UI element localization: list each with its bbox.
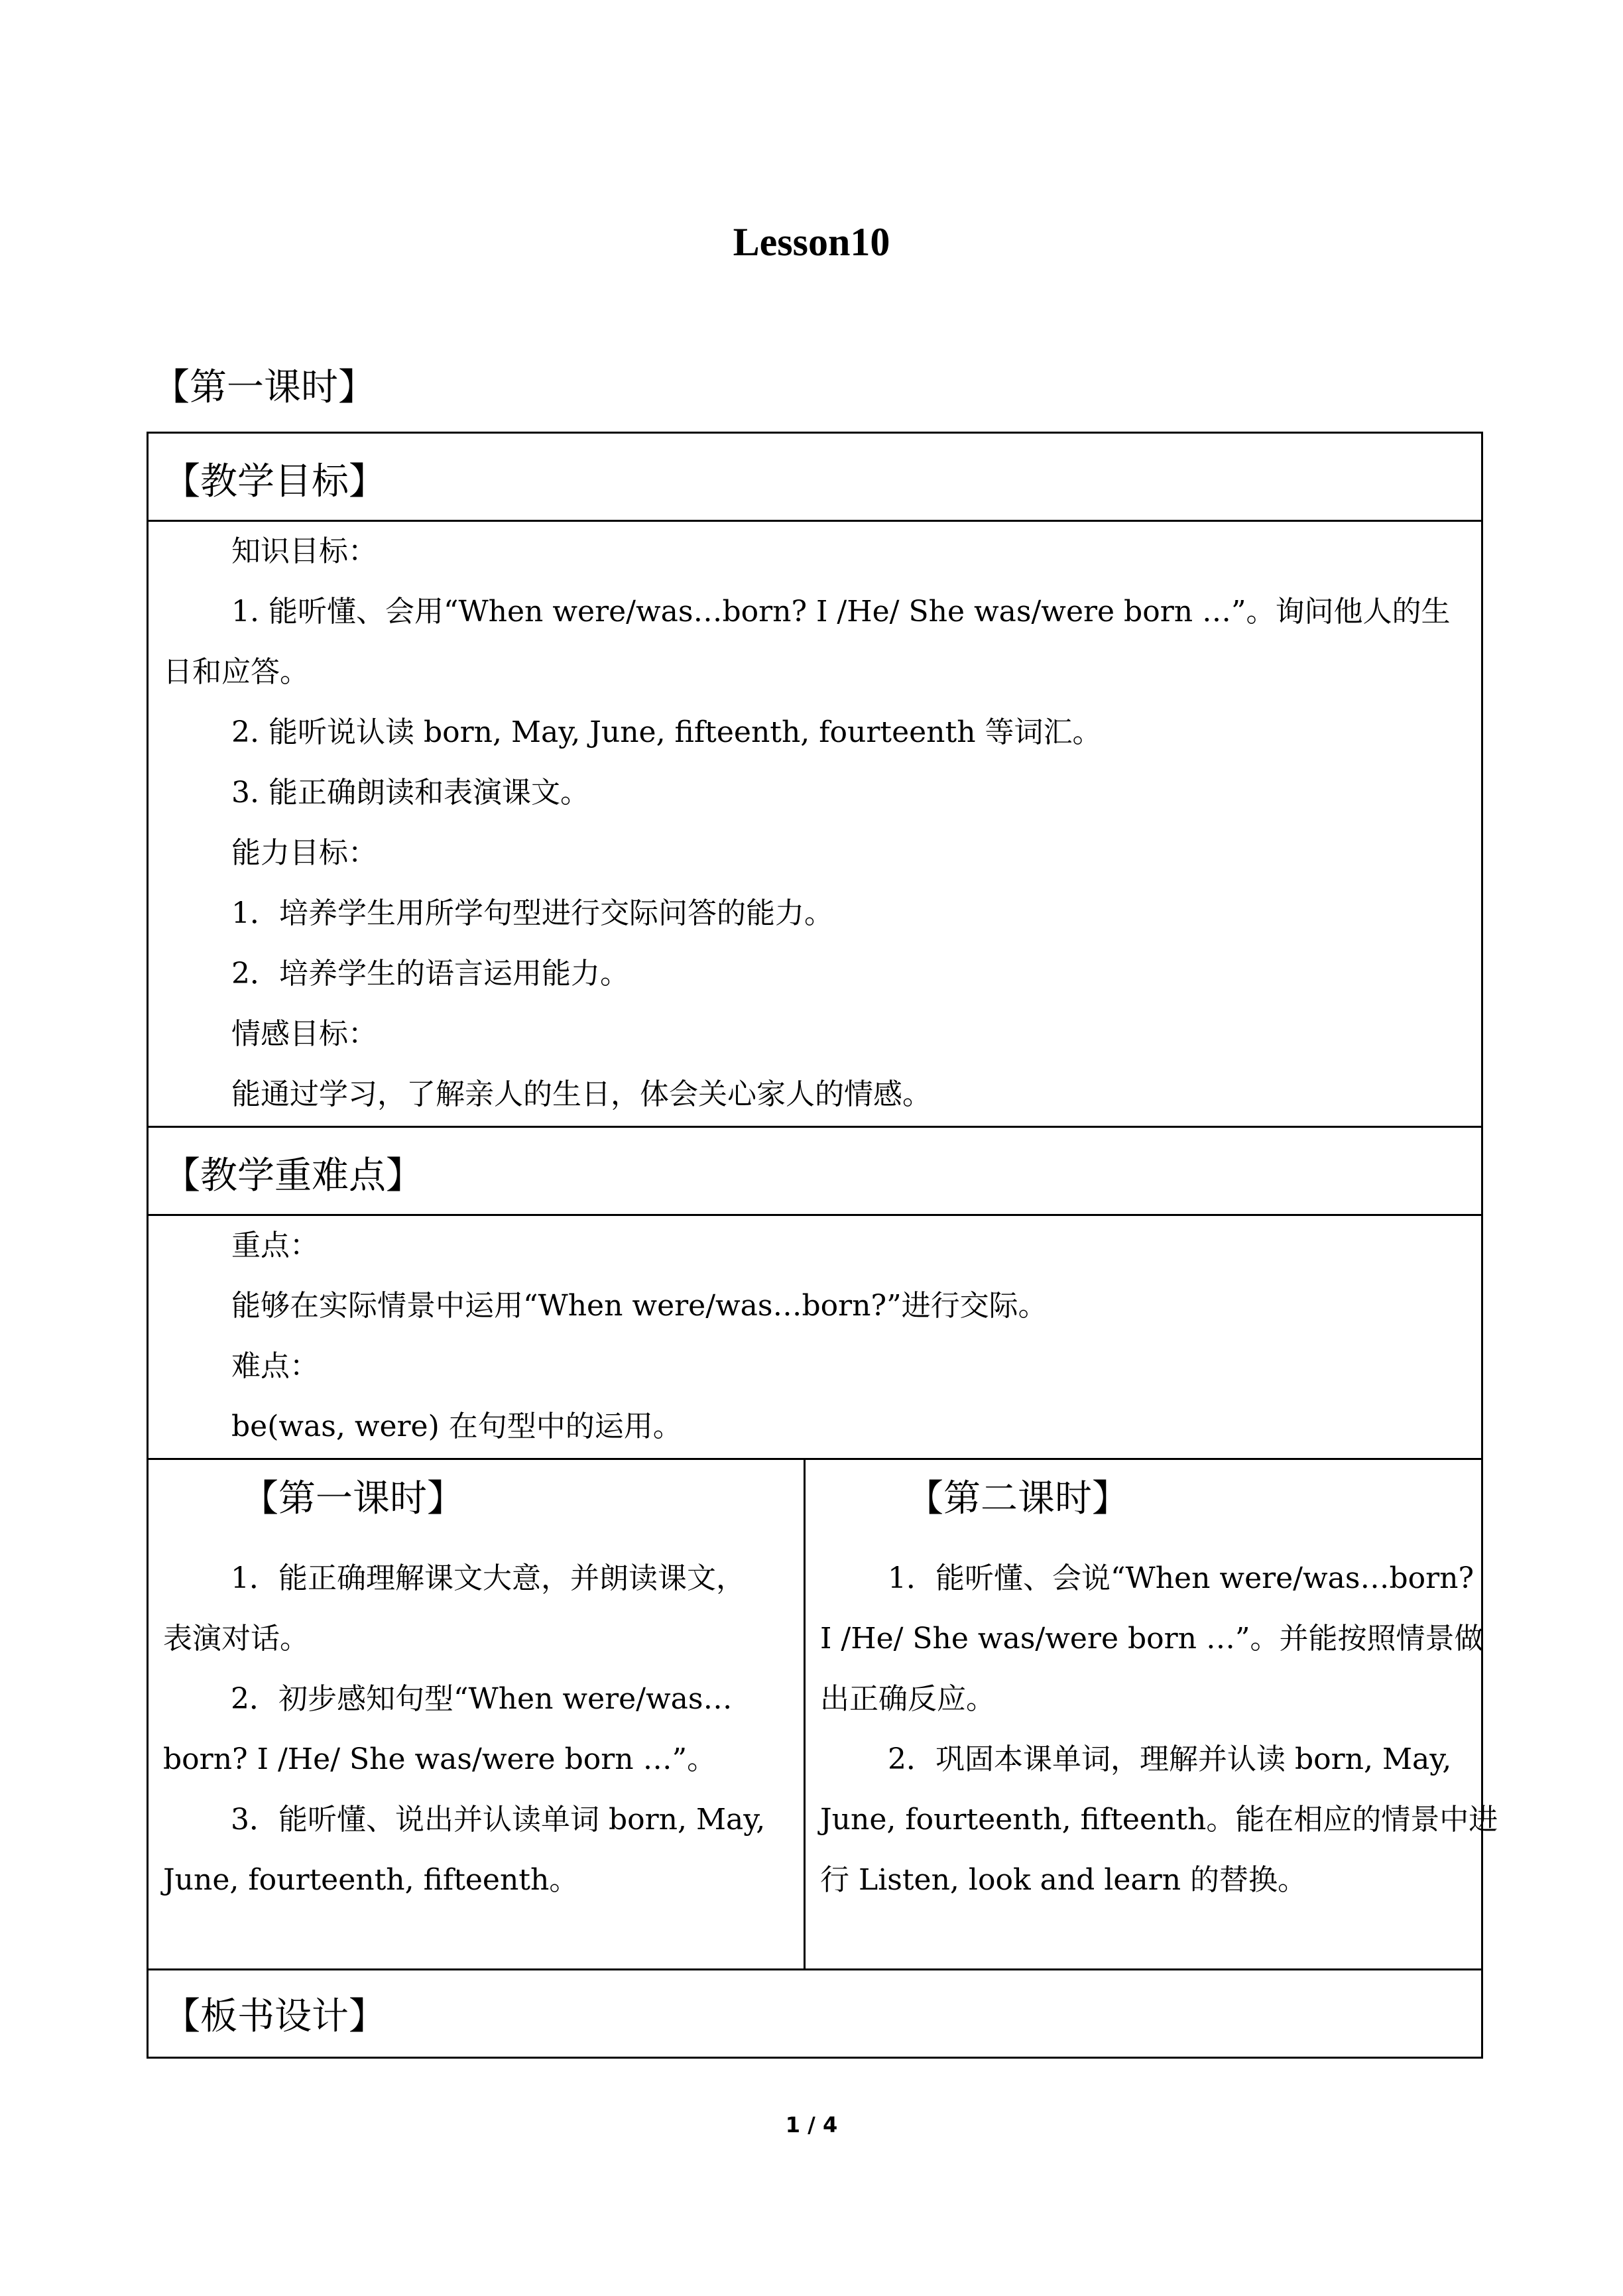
second-lesson-line: I /He/ She was/were born …”。并能按照情景做 <box>820 1622 1484 1656</box>
second-lesson-line: 1．能听懂、会说“When were/was…born? <box>888 1561 1474 1595</box>
first-lesson-line: 3．能听懂、说出并认读单词 born, May, <box>231 1803 766 1837</box>
first-lesson-line: born? I /He/ She was/were born …”。 <box>163 1742 717 1776</box>
second-lesson-line: 行 Listen, look and learn 的替换。 <box>820 1863 1307 1897</box>
second-lesson-line: 2．巩固本课单词，理解并认读 born, May, <box>888 1742 1452 1776</box>
keypoints-line: 能够在实际情景中运用“When were/was…born?”进行交际。 <box>231 1289 1048 1323</box>
first-lesson-line: 1．能正确理解课文大意，并朗读课文， <box>231 1561 745 1595</box>
objectives-line: 2．培养学生的语言运用能力。 <box>231 957 629 991</box>
document-title: Lesson10 <box>733 220 890 264</box>
board-design-header: 【板书设计】 <box>163 1995 386 2038</box>
section-label: 【第一课时】 <box>152 366 375 409</box>
second-lesson-header: 【第二课时】 <box>906 1477 1129 1520</box>
second-lesson-line: 出正确反应。 <box>820 1682 995 1716</box>
first-lesson-line: 2．初步感知句型“When were/was… <box>231 1682 733 1716</box>
keypoints-line: 重点： <box>231 1229 319 1262</box>
objectives-line: 日和应答。 <box>163 655 309 689</box>
keypoints-line: be(was, were) 在句型中的运用。 <box>231 1410 682 1443</box>
objectives-line: 情感目标： <box>231 1017 377 1051</box>
keypoints-header-row <box>147 1126 1483 1216</box>
objectives-body <box>147 520 1483 1128</box>
first-lesson-header: 【第一课时】 <box>241 1477 464 1520</box>
keypoints-line: 难点： <box>231 1349 319 1383</box>
board-design-row <box>147 1968 1483 2059</box>
lessons-row <box>147 1458 1498 1970</box>
first-lesson-line: June, fourteenth, fifteenth。 <box>163 1863 579 1897</box>
first-lesson-column <box>149 1458 806 1968</box>
objectives-header-row <box>147 432 1483 522</box>
page-number: 1 / 4 <box>785 2112 838 2138</box>
keypoints-header: 【教学重难点】 <box>163 1154 423 1197</box>
first-lesson-line: 表演对话。 <box>163 1622 309 1656</box>
objectives-line: 能通过学习，了解亲人的生日，体会关心家人的情感。 <box>231 1077 932 1111</box>
objectives-line: 1. 能听懂、会用“When were/was…born? I /He/ She was/were born …”。询问他人的生 <box>231 595 1451 629</box>
objectives-header: 【教学目标】 <box>163 460 386 503</box>
objectives-line: 知识目标： <box>231 534 377 568</box>
objectives-line: 3. 能正确朗读和表演课文。 <box>231 776 589 810</box>
objectives-line: 2. 能听说认读 born, May, June, fifteenth, fourteenth 等词汇。 <box>231 715 1102 749</box>
second-lesson-column <box>806 1458 1498 1968</box>
second-lesson-line: June, fourteenth, fifteenth。能在相应的情景中进 <box>820 1803 1498 1837</box>
keypoints-body <box>147 1214 1483 1460</box>
objectives-line: 1．培养学生用所学句型进行交际问答的能力。 <box>231 896 833 930</box>
objectives-line: 能力目标： <box>231 836 377 870</box>
